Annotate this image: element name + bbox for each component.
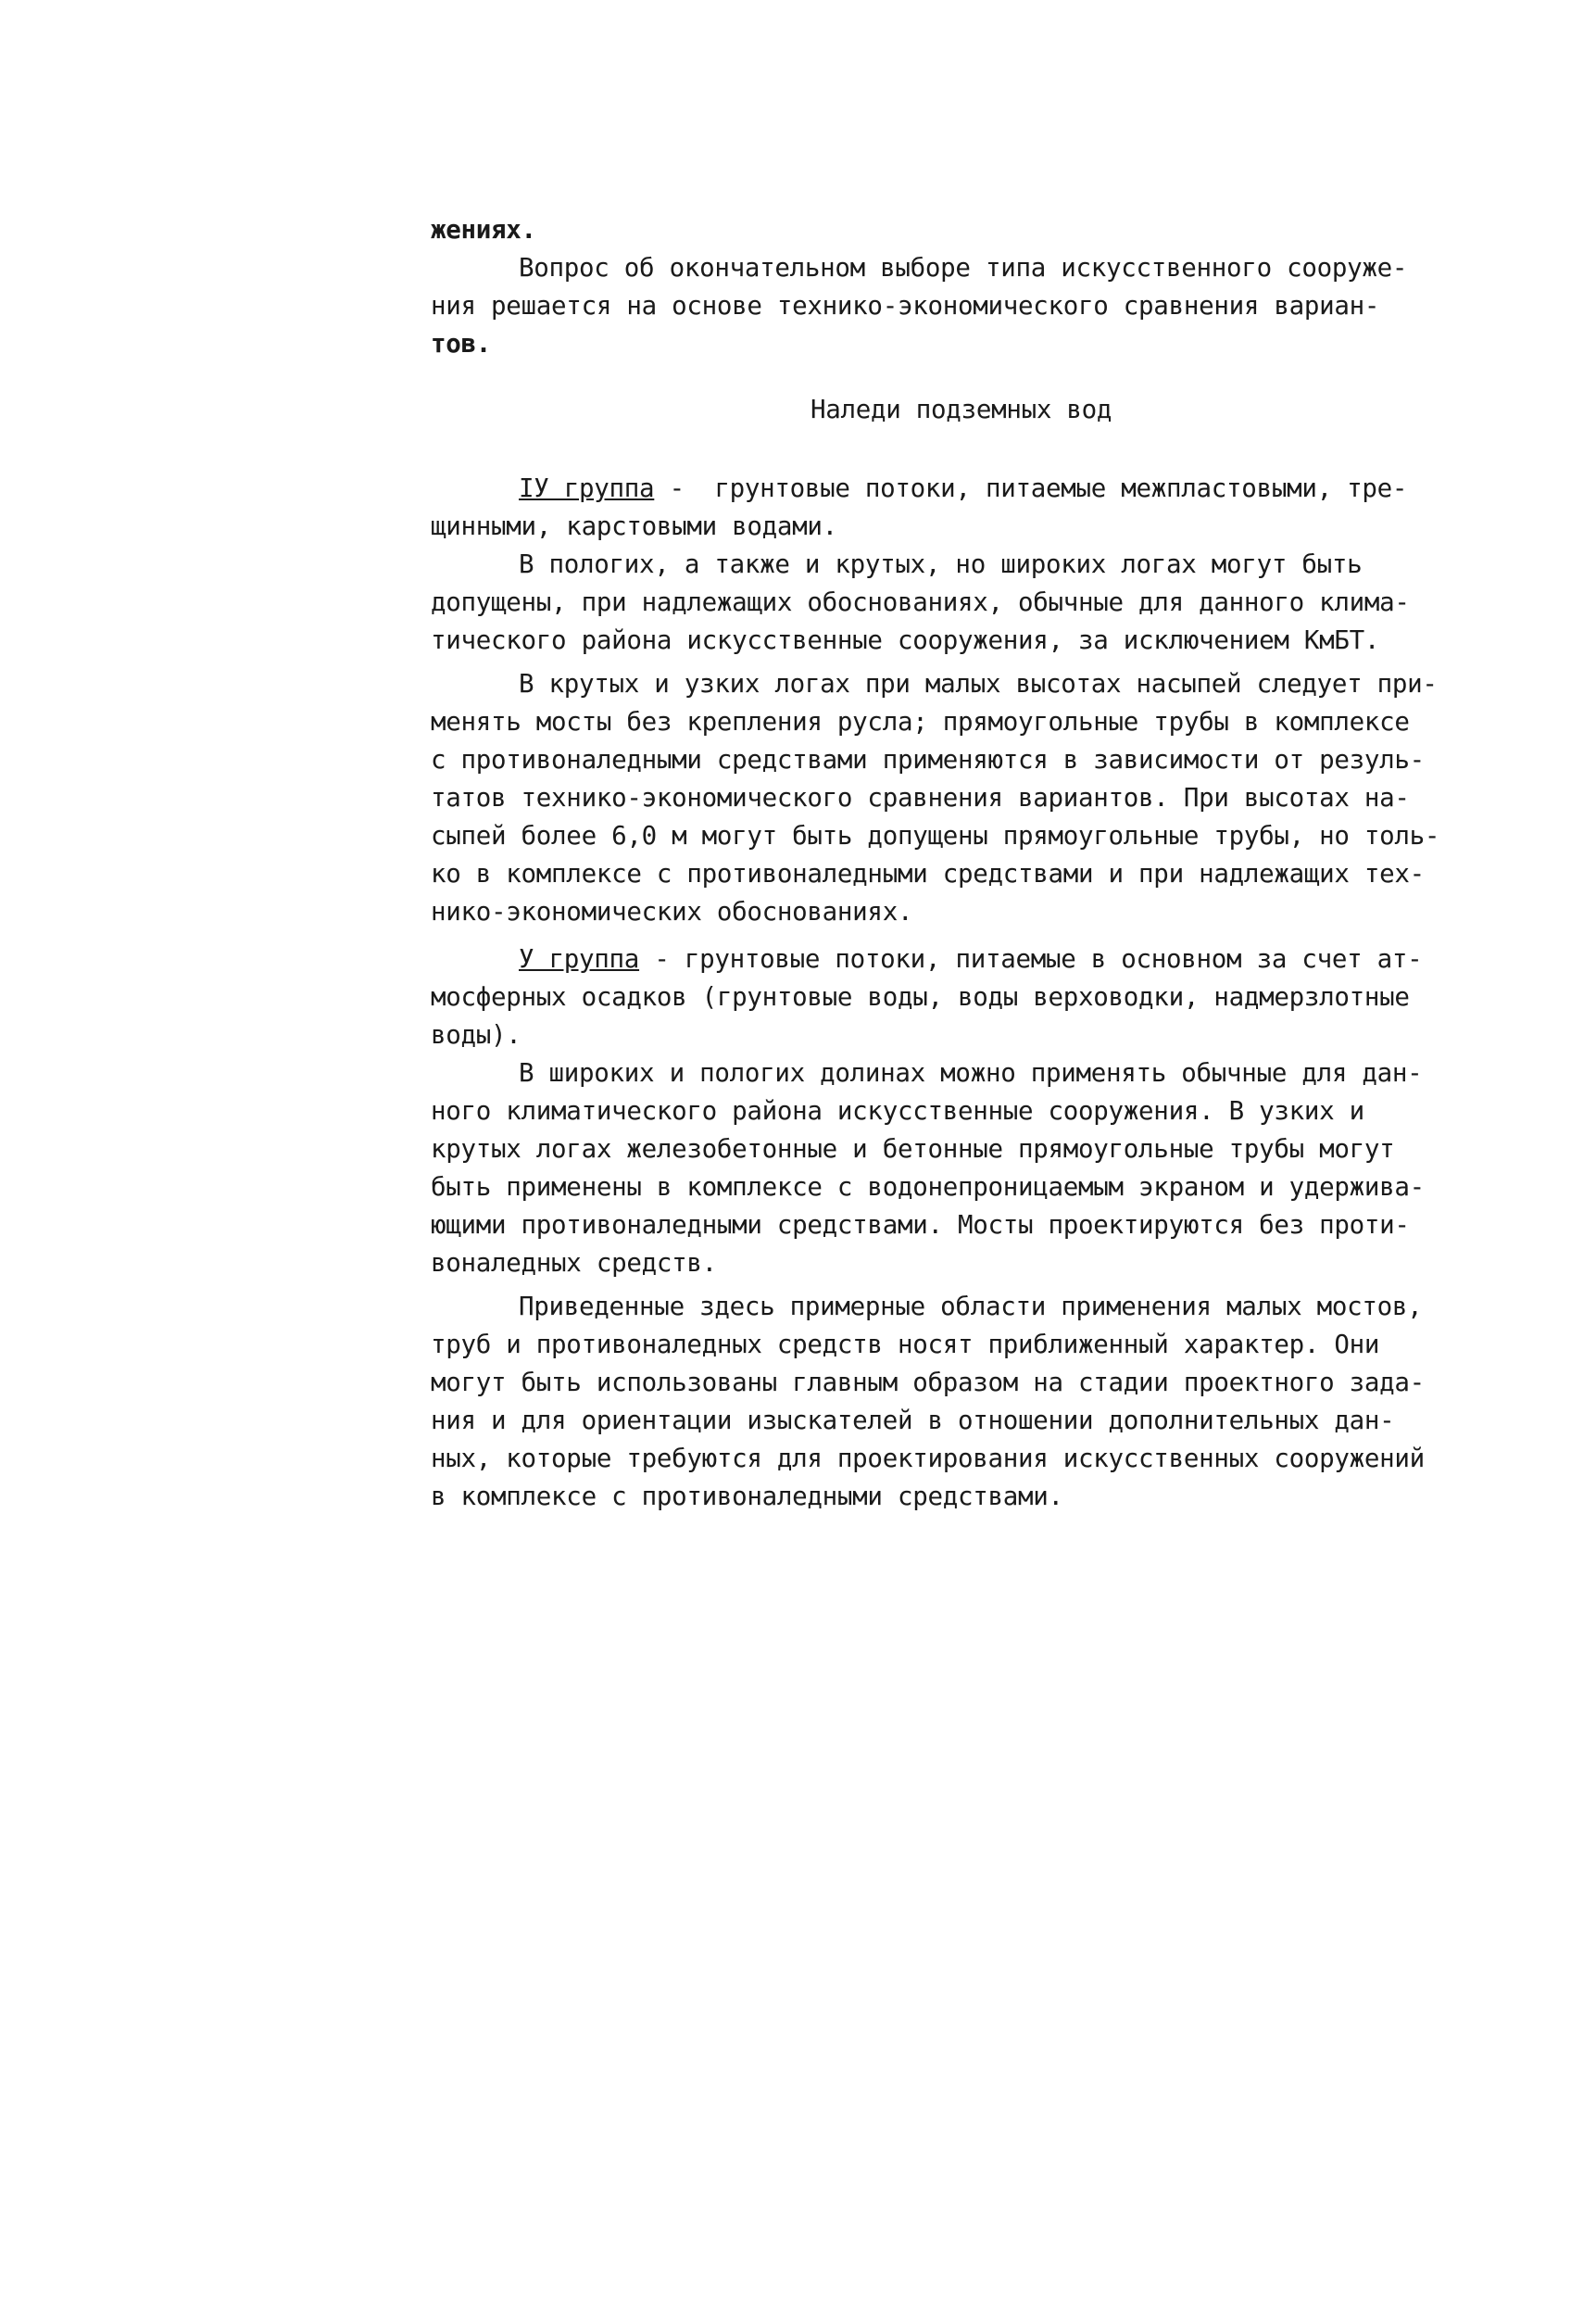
group-iv-para-3-line-5: сыпей более 6,0 м могут быть допущены прямоугольные трубы, но толь- [431,821,1440,851]
group-v-para-3-line-3: могут быть использованы главным образом на стадии проектного зада- [431,1368,1425,1397]
group-v-para-3-line-5: ных, которые требуются для проектирования искусственных сооружений [431,1444,1425,1473]
group-v-para-3-line-6: в комплексе с противоналедными средствами. [431,1482,1063,1511]
section-heading: Наледи подземных вод [811,395,1112,424]
group-iv-line-2: щинными, карстовыми водами. [431,511,837,541]
group-v-para-3-line-2: труб и противоналедных средств носят приближенный характер. Они [431,1330,1380,1359]
group-iv-label: IУ группа [519,473,655,503]
group-iv-para-3-line-7: нико-экономических обоснованиях. [431,897,913,927]
group-v-line-3: воды). [431,1020,522,1050]
group-v-para-2-line-2: ного климатического района искусственные сооружения. В узких и [431,1096,1364,1126]
group-iv-first-line [431,470,1542,508]
group-v-para-2-line-4: быть применены в комплексе с водонепроницаемым экраном и удержива- [431,1172,1425,1202]
group-iv-para-2-line-3: тического района искусственные сооружения, за исключением КмБТ. [431,625,1380,655]
group-iv-para-3-line-3: с противоналедными средствами применяются в зависимости от резуль- [431,745,1425,775]
group-iv-para-3-line-2: менять мосты без крепления русла; прямоугольные трубы в комплексе [431,707,1410,737]
group-v-line-1-rest: - грунтовые потоки, питаемые в основном за счет ат- [639,944,1423,974]
document-body [431,211,1542,1516]
group-v-first-line [431,940,1542,978]
group-iv-para-3-line-1: В крутых и узких логах при малых высотах насыпей следует при- [519,669,1438,699]
group-v-para-3-line-1: Приведенные здесь примерные области применения малых мостов, [519,1292,1423,1321]
intro-line-1: жениях. [431,215,536,245]
intro-line-2: Вопрос об окончательном выборе типа искусственного сооруже- [519,253,1408,283]
group-iv-line-1-rest: - грунтовые потоки, питаемые межпластовыми, тре- [654,473,1408,503]
group-v-para-2-line-6: воналедных средств. [431,1248,717,1278]
group-v-para-2-line-1: В широких и пологих долинах можно применять обычные для дан- [519,1058,1423,1088]
intro-line-4: тов. [431,329,492,359]
group-iv-para-2-line-2: допущены, при надлежащих обоснованиях, обычные для данного клима- [431,587,1410,617]
intro-line-3: ния решается на основе технико-экономического сравнения вариан- [431,291,1380,321]
group-v-label: У группа [519,944,640,974]
group-iv-para-3-line-6: ко в комплексе с противоналедными средствами и при надлежащих тех- [431,859,1425,889]
group-v-para-3-line-4: ния и для ориентации изыскателей в отношении дополнительных дан- [431,1406,1395,1435]
group-iv-para-2-line-1: В пологих, а также и крутых, но широких логах могут быть [519,549,1363,579]
group-v-line-2: мосферных осадков (грунтовые воды, воды верховодки, надмерзлотные [431,982,1410,1012]
group-v-para-2-line-3: крутых логах железобетонные и бетонные прямоугольные трубы могут [431,1134,1395,1164]
group-v-para-2-line-5: ющими противоналедными средствами. Мосты проектируются без проти- [431,1210,1410,1240]
group-iv-para-3-line-4: татов технико-экономического сравнения вариантов. При высотах на- [431,783,1410,813]
